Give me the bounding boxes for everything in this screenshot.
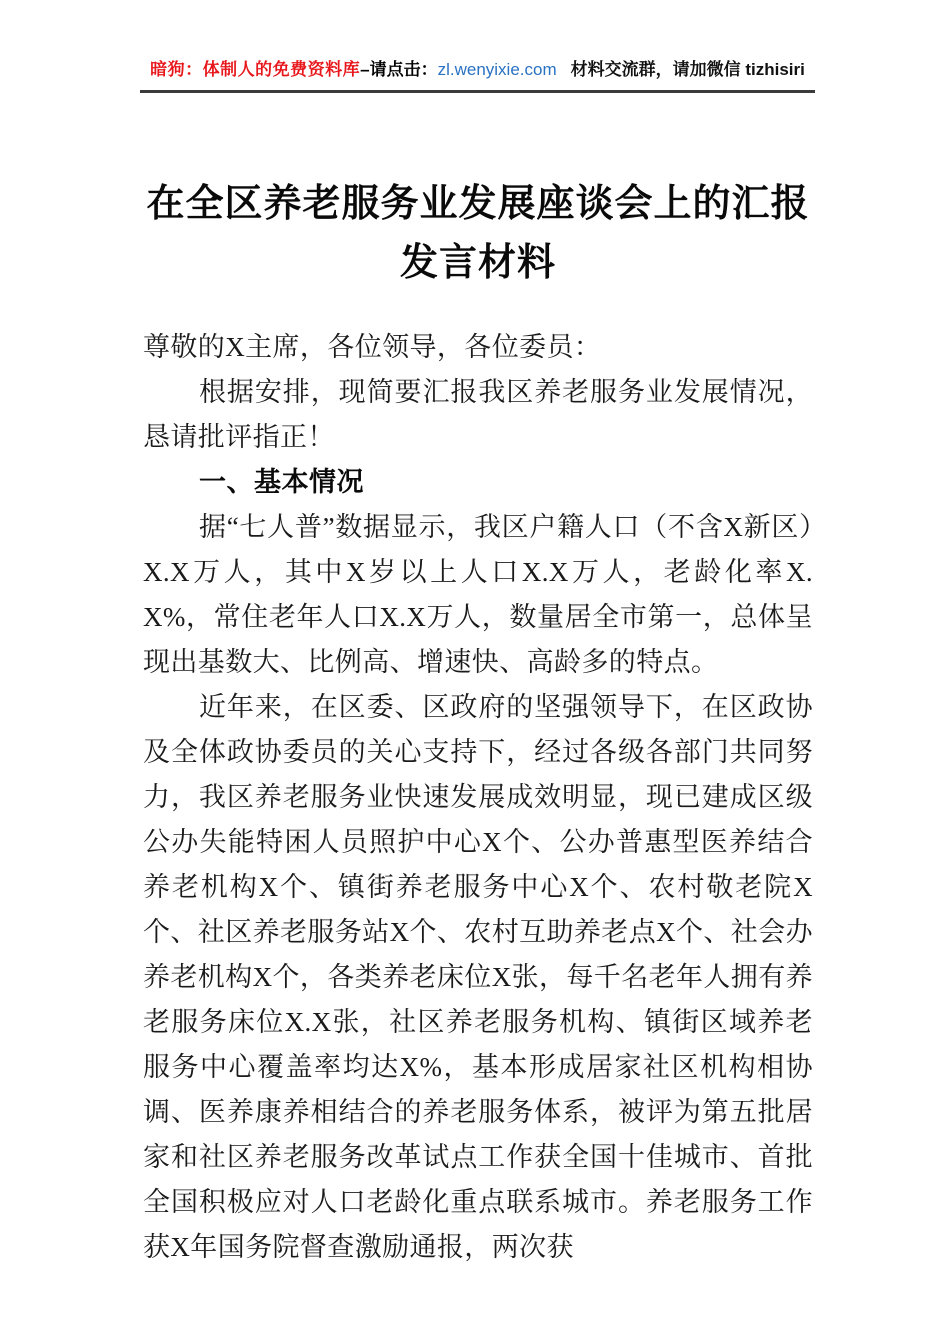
promo-site-link[interactable]: zl.wenyixie.com	[437, 60, 557, 79]
promo-banner	[140, 58, 815, 82]
document-body	[143, 325, 813, 1270]
header-divider-rule	[140, 90, 815, 93]
paragraph-development-achievements: 近年来，在区委、区政府的坚强领导下，在区政协及全体政协委员的关心支持下，经过各级各部门共同努力，我区养老服务业快速发展成效明显，现已建成区级公办失能特困人员照护中心X个、公办普惠型医养结合养老机构X个、镇街养老服务中心X个、农村敬老院X个、社区养老服务站X个、农村互助养老点X个、社会办养老机构X个，各类养老床位X张，每千名老年人拥有养老服务床位X.X张，社区养老服务机构、镇街区域养老服务中心覆盖率均达X%，基本形成居家社区机构相协调、医养康养相结合的养老服务体系，被评为第五批居家和社区养老服务改革试点工作获全国十佳城市、首批全国积极应对人口老龄化重点联系城市。养老服务工作获X年国务院督查激励通报，两次获	[143, 692, 813, 1262]
intro-paragraph: 根据安排，现简要汇报我区养老服务业发展情况，恳请批评指正！	[143, 377, 813, 452]
section-heading-basic-situation: 一、基本情况	[199, 467, 364, 497]
promo-separator-label: –请点击：	[360, 60, 438, 79]
salutation-paragraph: 尊敬的X主席，各位领导，各位委员：	[143, 332, 602, 362]
paragraph-population-statistics: 据“七人普”数据显示，我区户籍人口（不含X新区）X.X万人，其中X岁以上人口X.X万人，老龄化率X.X%，常住老年人口X.X万人，数量居全市第一，总体呈现出基数大、比例高、增速快、高龄多的特点。	[143, 512, 813, 677]
promo-banner-text	[140, 58, 815, 82]
promo-wechat-label: 材料交流群，请加微信 tizhisiri	[570, 60, 805, 79]
document-title: 在全区养老服务业发展座谈会上的汇报发言材料	[146, 183, 810, 285]
promo-brand-label: 暗狗：体制人的免费资料库	[150, 60, 361, 79]
